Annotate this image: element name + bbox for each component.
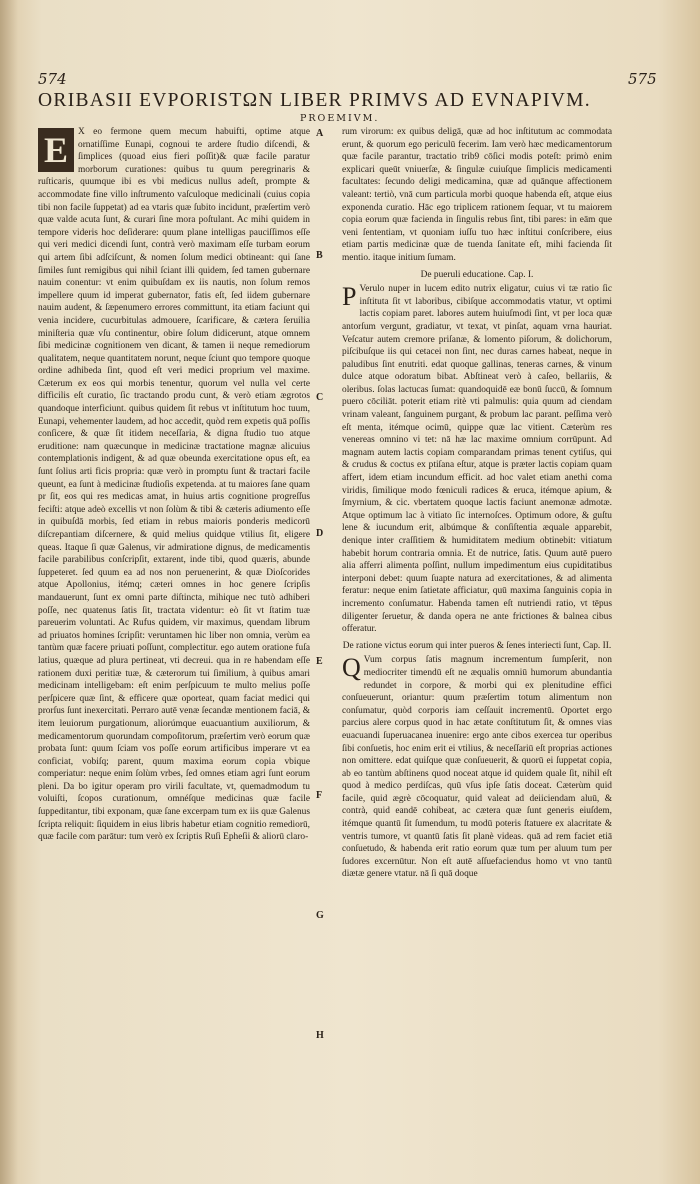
decorated-initial: E — [38, 128, 74, 172]
margin-letter-f: F — [316, 790, 323, 801]
left-text-column — [38, 126, 310, 844]
margin-letter-d: D — [316, 528, 324, 539]
margin-letter-e: E — [316, 656, 323, 667]
margin-letter-b: B — [316, 250, 323, 261]
running-title: ORIBASII EVPORISTΩN LIBER PRIMVS AD EVNAPIVM. — [38, 90, 591, 111]
margin-letter-a: A — [316, 128, 324, 139]
chapter-2-initial: Q — [342, 653, 361, 683]
margin-letter-c: C — [316, 392, 324, 403]
margin-letter-h: H — [316, 1030, 324, 1041]
chapter-2-text — [342, 654, 612, 881]
page-number-left: 574 — [38, 70, 67, 88]
proemium-paragraph: X eo fermone quem mecum habuifti, optime atque ornatiſſime Eunapi, cognoui te ardere ſtudio diſcendi, & ſimplices (quoad eius fieri poſſit)& quæ facile paratur morborum curationes: quibus tu quum peregrinaris & ruſticaris, quumque ibi es vbi medicus nullus adeſt, prompte & accommodate fine villo inſtrumento vaſculoque medicinali (cuius copia tibi non facile ſuppetat) ad ea vtaris quæ ſubito incidunt, præſertim verò quæ valde acuta ſunt, & curari ſine mora poſtulant. Ac mihi quidem in tempore videris hoc deſiderare: quum plane intelligas pauciſſimos eſſe qui veri medici dicendi ſunt, contrà verò maximam eſſe turbam eorum qui artem ſibi adſciſcunt, & nomen ſolum medici obtineant: qui ſane ſimiles ſunt remigibus qui nihil ſciant illi quidem, ſed tamen gubernare nauim conentur: vt enim quibuſdam ex iis nautis, non ſolum remos impellere quum id imperat gubernator, fatis eſt, ſed iidem gubernare nauim audent, & ſæpenumero errores committunt, ita etiam faciunt qui venia incidere, cucurbitulas admouere, ſcarificare, & cætera ſeruilia miniſteria quæ vſu continentur, obire ſolum didicerunt, atque omnem ſibi medicinæ cognitionem ven dicant, & tamen ii neque remediorum qualitatem, neque quantitatem norunt, neque ſciunt quo tempore quoque ordine adhibeda ſint, quod eſt veri medici proprium vel maxime. Cæterum ex eos qui morbis tenentur, quorum vel nulla vel certe difficilis eſt curatio, ſic tractando produ cunt, & verò etiam ægrotos quandoque interficiunt. quibus quidem ſit rebus vt inſtitutum hoc tuum, Eunapi, vehementer laudem, ad hoc accedit, quòd rem expetis quā poſſis conſicere, & quæ ſit itidem neceſſaria, & digna ſtudio tuo atque eruditione: nam quæcunque in medicinæ tractatione magnæ alicuius contemplationis indigent, & ad quæ obeunda exercitatione opus eſt, ea ſunt ſolius arti ficis propria: quæ verò in promptu ſunt & tractari facile queunt, ea ſunt à medicinæ ſtudioſis expetenda. at tu maiores ſane quam pr ſit, eos qui res medicas amat, in huius artis cognitione progreſſus feciſti: atque adeò excellis vt non ſolùm & tibi & cæteris adiumento eſſe in quibuſdā morbis, ſed etiam in rebus maioris ponderis medicorū diſcrepantiam diſcernere, & quid melius quidque vtilius ſit, eligere queas. Itaque ſi quæ Galenus, vir admiratione dignus, de medicamentis facile parabilibus conſcripſit, extarent, inde tibi, quod quæris, abunde ſuppeteret. ſed quum ea ad nos non peruenerint, & quæ Dioſcorides atque Apollonius, itémq; cæteri omnes in hoc genere ſcripſis mandauerunt, ſunt ex omni parte diſtincta, mihique nec tutò adhiberi poſſe, nec quatenus ſatis ſit, tractata videntur: eò ſit vt ſtatim tuæ pareuerim voluntati. Ac Rufus quidem, vir maximus, quendam librum ad priuatos homines ſcripſit: veruntamen hic liber non omnia, verùm ea tantùm quæ facere priuati poſſunt, complectitur. ego autem orationе fuſa latius, quæque ad plura pertineat, vti decreui. qua in re habendam eſſe rationem duxi peritiæ tuæ, & cæterorum tui ſimilium, à quibus amari medicinam intelligebam: eſt enim perſpicuum te multo melius poſſe perſpicere quæ ſint, & efficere quæ oporteat, quam faciat medici qui prorſus ſunt inexercitati. Perraro autē venæ ſecandæ mentionem faciā, & item leuiorum purgationum, aliorúmque euacuantium auxiliorum, & medicamentorum quorundam compoſitorum, præſertim verò eorum quæ probata ſunt: quum ſciam vos poſſe eorum artificibus imperare vt ea conficiat, vobiſq; parent, quum maxima eorum copia vbique comperiatur: neque enim ſolùm vrbes, ſed omnes etiam agri ſunt eorum pleni. Da bo igitur operam pro virili facultate, vt, quemadmodum tu voluiſti, ſcopos curationum, omnéſque medicinas quæ facile ſuppeditantur, tibi exponam, quæ ſane excerpam tum ex iis quæ Galenus ſcripta reliquit: ſiquidem in eius libris habetur etiam cognitio remediorū, quæ facile com parātur: tum verò ex ſcriptis Ruſi Epheſii & aliorū claro- — [38, 127, 310, 843]
right-text-column — [342, 126, 612, 881]
chapter-1-text — [342, 283, 612, 636]
page-gutter-shadow — [0, 0, 18, 1184]
proemium-continuation: rum virorum: ex quibus deligā, quæ ad hoc inſtitutum ac commodata erunt, & quorum ego periculū fecerim. Iam verò hæc medicamentorum quæ facile parantur, tractatio trib9 cōſici modis poteſt: primò enim explicari queūt vniuerſæ, & ſingulæ cuiuſque ſimplicis medicamenti facultates: ſecundo deligi medicamina, quæ ad quānque affectionem valeant: tertiò, vnā cum particula morbi quoque habenda eſt, atque eius exponenda curatio. Hāc ego triplicem rationem ſequar, vt tu maiorem copia eorum quæ facienda in ſingulis rebus ſint, tibi pares: in eām que veni ſententiam, vt quoniam iuſſu tuo hæc inſtitui conſcribere, eius etiam partis medicinæ quæ de tuenda ſanitate eſt, mihi facienda ſit mentio. itaque initium ſumam. — [342, 127, 612, 263]
section-subtitle: PROEMIVM. — [300, 113, 380, 124]
chapter-2-heading: De ratione victus eorum qui inter pueros & ſenes interiecti ſunt, Cap. II. — [342, 640, 612, 651]
page-number-right: 575 — [628, 70, 657, 88]
margin-letter-g: G — [316, 910, 324, 921]
chapter-1-body: Verulo nuper in lucem edito nutrix eligatur, cuius vi tæ ratio ſic inſtituta ſit vt laboribus, cibiſque accommodatis vtatur, vt optimi lactis copiam paret. labores autem huiuſmodi ſint, vt per loca quæ antorſum vergunt, gradiatur, vt texat, vt pinſat, aquam vrna hauriat. Veſcatur autem cremore priſanæ, & lomento piſorum, & dolichorum, piſcibuſque iis qui cetacei non ſint, nec duras carnes habeat, neque in paludibus ſint enutriti. edat quoque gallinas, teneras carnes, & vinum dulce atque odoratum bibat. Abſtineat verò à caſeo, bellariis, & oleribus. ſolas lactucas ſumat: quandoquidē eæ bonū ſuccū, & ſomnum puero cōciliāt. poterit etiam ritè vti palmulis: quia quum ad ciendam vrinam valeant, ſanguinem purgant, & probum lac parant. peſſima verò eſt menta, itémque ocimū, quippe quæ lac vitient. Cæterùm res venereas omnino vi tet: nā hæ lac maxime omnium corrūpunt. Ad magnam autem lactis copiam comparandam primas tenent cytiſus, qui & crudus & coctus ex ptiſana eſtur, atque is præter lactis copiam quam affert, idem etiam incundum efficit. ad hoc valet etiam anethi coma viridis, ſimilique modo fœniculi radices & eruca, itémque apium, & ſmyrnium, & cic. vbertatem quoque lactis faciunt anemonæ admotæ. Atque optimum lac à vitiato ſic internoſces. Optimum odore, & guſtu lene & iucundum erit, albúmque & conſiſtentia æquale apparebit, denique inter craſſitiem & humiditatem medium obtinebit: vitiatum habebit horum contraria omnia. Et de nutrice, ſatis. Quum autē puero alia afferri alimenta poſſint, nullum impedimentum eius cupiditatibus interponi debet: quum ſuapte natura ad exercitationes, & ad alimenta feratur: neque enim ſatietate afficiatur, quū maxima ſanguinis copia in incremento conſumatur. Habenda tamen eſt nutriendi ratio, vt tēpus diligenter ſeruetur, & danda opera ne ante frictiones & balnea cibus offeratur. — [342, 284, 612, 635]
chapter-1-heading: De pueruli educatione. Cap. I. — [420, 269, 534, 280]
chapter-1-initial: P — [342, 282, 357, 312]
chapter-2-body: Vum corpus ſatis magnum incrementum ſumpſerit, non mediocriter timendū eſt ne æqualis omniū humorum abundantia redundet in corpore, & morbi qui ex plenitudine effici conſueuerunt, oriantur: quum præſertim totum alimentum non conſumatur, quòd corporis iam ceſſauit incrementū. Oportet ergo parcius alere corpus quod in hac ætate conſtitutum ſit, & omnes vias euacuandi ſuperuacanea inuenire: ergo ante cibos exercea tur operibus ſibi conſuetis, hoc enim erit ei vtilius, & neceſſariū eſt proprias actiones non omittere. edat quiſque quæ conſueuerit, & quorū ei ſuppetat copia, ab eo tantùm abſtinens quod noceat atque id quidem quale ſit, nihil eſt quod à medico perdiſcas, quū vſus ipſe ſatis doceat. Cæterùm quid facile, quid ægrè cōcoquatur, quid valeat ad deiiciendam aluū, & contrà, quid eandē cohibeat, ac cætera quæ ſunt generis eiuſdem, itémque quantū ſit ſumendum, tu modū poteris ſtatuere ex alacritate & ventris tumore, vt quantū ſatis ſit planè videas. quā ad rem faciet etiā conſuetudo, & habenda erit ratio eorum quæ tum per aluum tum per ſudores excernūtur. Non eſt autē aſſuefaciendus homo vt vno tantū diætæ genere vtatur. nā ſi quā doque — [342, 655, 612, 880]
